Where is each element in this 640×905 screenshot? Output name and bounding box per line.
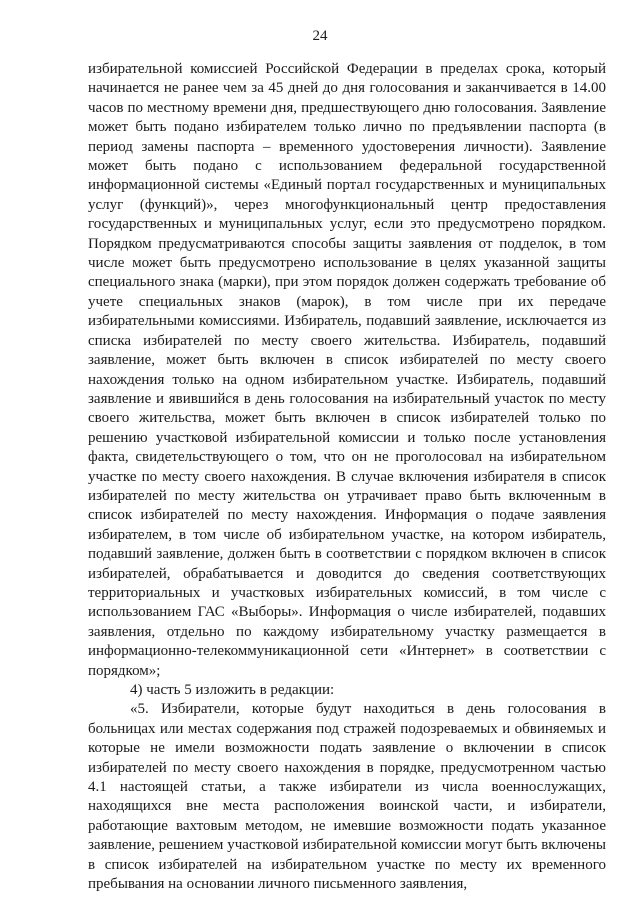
paragraph-amendment-item: 4) часть 5 изложить в редакции:	[130, 682, 335, 698]
body-text	[88, 60, 606, 894]
paragraph-continuation: избирательной комиссией Российской Федерации в пределах срока, который начинается не ранее чем за 45 дней до дня голосования и заканчивается в 14.00 часов по местному времени дня, предшествующего дню голосования. Заявление может быть подано избирателем только лично по предъявлении паспорта (в период замены паспорта – временного удостоверения личности). Заявление может быть подано с использованием федеральной государственной информационной системы «Единый портал государственных и муниципальных услуг (функций)», через многофункциональный центр предоставления государственных и муниципальных услуг, если это предусмотрено порядком. Порядком предусматриваются способы защиты заявления от подделок, в том числе может быть предусмотрено использование в целях указанной защиты специального знака (марки), при этом порядок должен содержать требование об учете специальных знаков (марок), в том числе при их передаче избирательными комиссиями. Избиратель, подавший заявление, исключается из списка избирателей по месту своего жительства. Избиратель, подавший заявление, может быть включен в список избирателей по месту своего нахождения только на одном избирательном участке. Избиратель, подавший заявление и явившийся в день голосования на избирательный участок по месту своего жительства, может быть включен в список избирателей только по решению участковой избирательной комиссии и только после установления факта, свидетельствующего о том, что он не проголосовал на избирательном участке по месту своего нахождения. В случае включения избирателя в список избирателей по месту жительства он утрачивает право быть включенным в список избирателей по месту нахождения. Информация о подаче заявления избирателем, в том числе об избирательном участке, на котором избиратель, подавший заявление, должен быть в соответствии с порядком включен в список избирателей, обрабатывается и доводится до сведения соответствующих территориальных и участковых избирательных комиссий, в том числе с использованием ГАС «Выборы». Информация о числе избирателей, подавших заявления, отдельно по каждому избирательному участку размещается в информационно-телекоммуникационной сети «Интернет» в соответствии с порядком»;	[88, 61, 606, 679]
page-number: 24	[312, 28, 328, 44]
paragraph-part-5: «5. Избиратели, которые будут находиться в день голосования в больницах или местах содержания под стражей подозреваемых и обвиняемых и которые не имели возможности подать заявление о включении в список избирателей по месту своего нахождения в порядке, предусмотренном частью 4.1 настоящей статьи, а также избиратели из числа военнослужащих, находящихся вне места расположения воинской части, и избиратели, работающие вахтовым методом, не имевшие возможности подать указанное заявление, решением участковой избирательной комиссии могут быть включены в список избирателей на избирательном участке по месту их временного пребывания на основании личного письменного заявления,	[88, 701, 606, 893]
